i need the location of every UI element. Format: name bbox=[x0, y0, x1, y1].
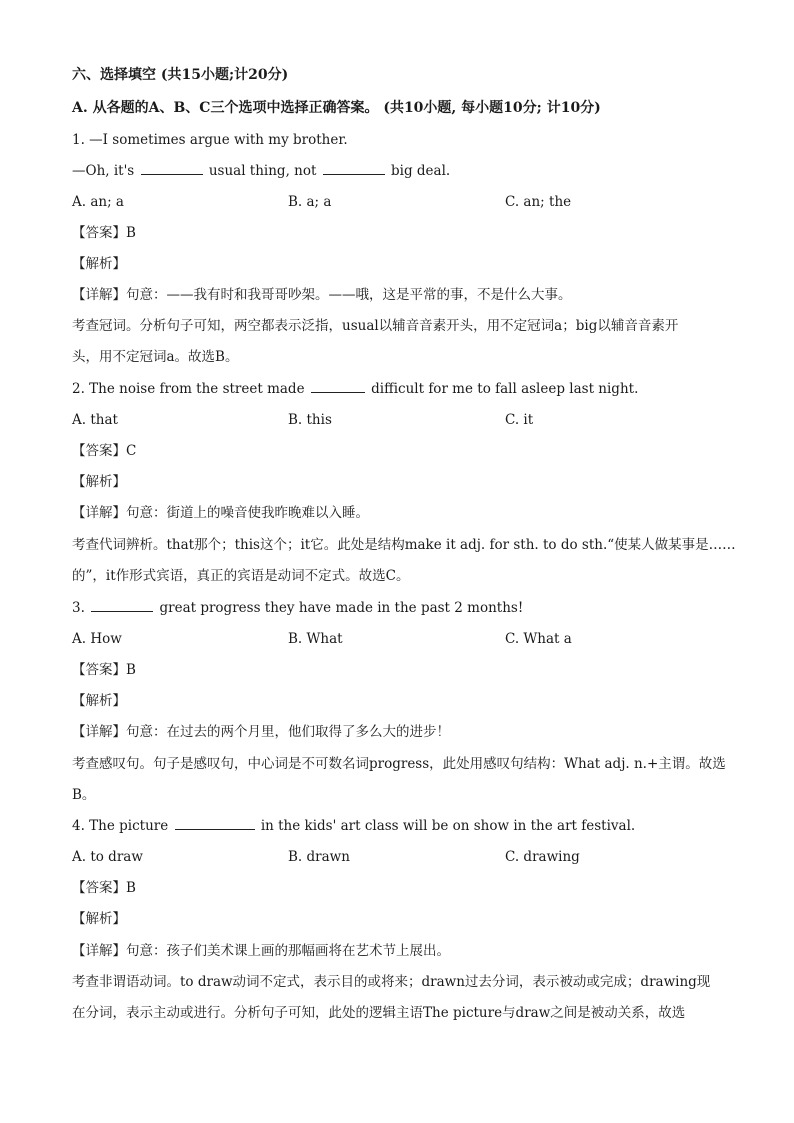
option-a: A. an; a bbox=[72, 194, 124, 210]
stem-text: 4. The picture bbox=[72, 818, 169, 834]
answer-blank bbox=[175, 817, 255, 830]
stem-text: in the kids' art class will be on show in the art festival. bbox=[260, 818, 636, 834]
analysis-label: 【解析】 bbox=[72, 911, 126, 927]
detail-text: 【详解】句意：街道上的噪音使我昨晚难以入睡。 bbox=[72, 505, 369, 521]
option-b: B. a; a bbox=[288, 194, 332, 210]
detail-text: 【详解】句意：孩子们美术课上画的那幅画将在艺术节上展出。 bbox=[72, 943, 450, 959]
question-3-stem bbox=[72, 599, 523, 617]
answer-blank bbox=[323, 162, 385, 175]
stem-text: difficult for me to fall asleep last night. bbox=[371, 381, 639, 397]
question-1-stem-line-1: 1. —I sometimes argue with my brother. bbox=[72, 132, 348, 148]
option-c: C. What a bbox=[505, 631, 572, 647]
explanation-line: 在分词，表示主动或进行。分析句子可知，此处的逻辑主语The picture与draw之间是被动关系，故选 bbox=[72, 1005, 686, 1021]
stem-text: 3. bbox=[72, 600, 85, 616]
option-a: A. that bbox=[72, 412, 118, 428]
answer-blank bbox=[311, 380, 365, 393]
detail-text: 【详解】句意：在过去的两个月里，他们取得了多么大的进步！ bbox=[72, 724, 450, 740]
option-c: C. it bbox=[505, 412, 534, 428]
answer-label: 【答案】B bbox=[72, 880, 136, 896]
answer-blank bbox=[141, 162, 203, 175]
stem-text: great progress they have made in the past 2 months! bbox=[159, 600, 524, 616]
stem-text: usual thing, not bbox=[208, 163, 317, 179]
question-4-stem bbox=[72, 817, 635, 835]
option-b: B. What bbox=[288, 631, 343, 647]
option-c: C. drawing bbox=[505, 849, 580, 865]
explanation-line: 考查非谓语动词。to draw动词不定式，表示目的或将来；drawn过去分词，表示被动或完成；drawing现 bbox=[72, 974, 711, 990]
analysis-label: 【解析】 bbox=[72, 693, 126, 709]
stem-text: —Oh, it's bbox=[72, 163, 135, 179]
answer-label: 【答案】C bbox=[72, 443, 137, 459]
option-a: A. to draw bbox=[72, 849, 143, 865]
stem-text: big deal. bbox=[391, 163, 451, 179]
explanation-line: 头，用不定冠词a。故选B。 bbox=[72, 349, 239, 365]
question-1-stem-line-2 bbox=[72, 162, 450, 180]
option-b: B. this bbox=[288, 412, 332, 428]
answer-label: 【答案】B bbox=[72, 225, 136, 241]
explanation-line: 考查代词辨析。that那个；this这个；it它。此处是结构make it adj. for sth. to do sth.“使某人做某事是…… bbox=[72, 537, 736, 553]
analysis-label: 【解析】 bbox=[72, 256, 126, 272]
answer-label: 【答案】B bbox=[72, 662, 136, 678]
answer-blank bbox=[91, 599, 153, 612]
option-a: A. How bbox=[72, 631, 122, 647]
stem-text: 2. The noise from the street made bbox=[72, 381, 305, 397]
subsection-title: A. 从各题的A、B、C三个选项中选择正确答案。 (共10小题, 每小题10分; 计10分) bbox=[72, 100, 601, 116]
option-b: B. drawn bbox=[288, 849, 350, 865]
section-title: 六、选择填空 (共15小题;计20分) bbox=[72, 67, 289, 83]
explanation-line: 考查感叹句。句子是感叹句，中心词是不可数名词progress，此处用感叹句结构：What adj. n.+主谓。故选 bbox=[72, 756, 726, 772]
explanation-line: 考查冠词。分析句子可知，两空都表示泛指，usual以辅音音素开头，用不定冠词a；big以辅音音素开 bbox=[72, 318, 679, 334]
question-2-stem bbox=[72, 380, 638, 398]
explanation-line: B。 bbox=[72, 787, 96, 803]
analysis-label: 【解析】 bbox=[72, 474, 126, 490]
option-c: C. an; the bbox=[505, 194, 572, 210]
explanation-line: 的”，it作形式宾语，真正的宾语是动词不定式。故选C。 bbox=[72, 568, 410, 584]
detail-text: 【详解】句意：——我有时和我哥哥吵架。——哦，这是平常的事，不是什么大事。 bbox=[72, 287, 572, 303]
